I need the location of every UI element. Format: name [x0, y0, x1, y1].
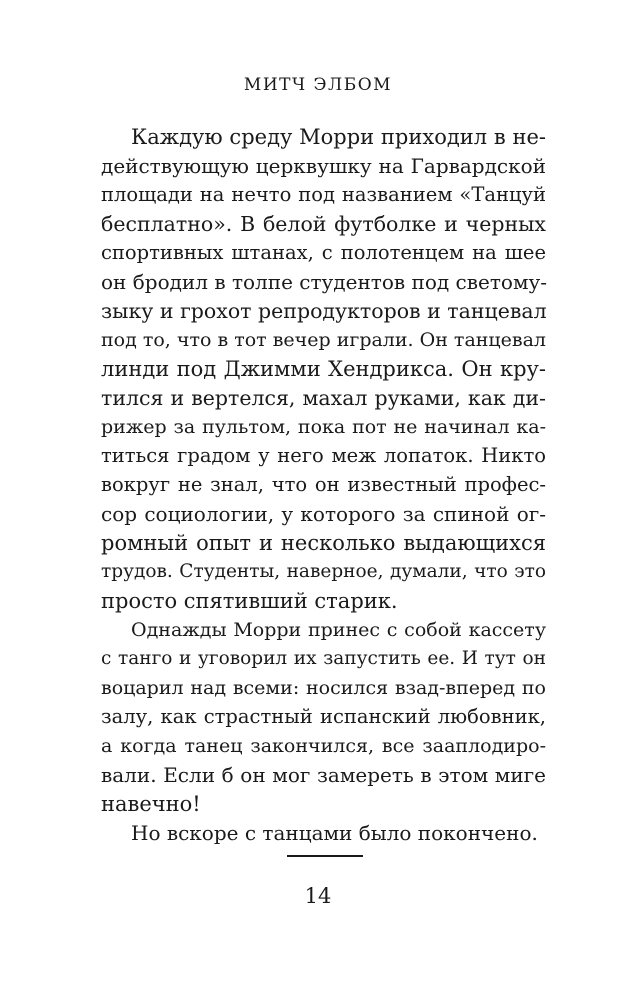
- page-number: 14: [304, 884, 332, 908]
- text-line: с танго и уговорил их запустить ее. И тут он: [101, 648, 546, 669]
- text-line: залу, как страстный испанский любовник,: [101, 705, 546, 728]
- text-line: трудов. Студенты, наверное, думали, что это: [101, 561, 546, 582]
- text-line: а когда танец закончился, все зааплодиро-: [101, 735, 546, 757]
- text-line: вокруг не знал, что он известный профес-: [101, 473, 546, 496]
- running-head: МИТЧ ЭЛБОМ: [243, 75, 393, 95]
- section-divider: [287, 855, 363, 857]
- text-line: Однажды Морри принес с собой кассету: [131, 619, 546, 641]
- text-line: Каждую среду Морри приходил в не-: [131, 125, 546, 149]
- text-line: действующую церквушку на Гарвардской: [101, 154, 546, 178]
- text-line: линди под Джимми Хендрикса. Он кру-: [101, 357, 546, 381]
- text-line: рижер за пультом, пока пот не начинал ка-: [101, 416, 546, 438]
- text-line: воцарил над всеми: носился взад-вперед по: [101, 677, 546, 699]
- text-line: вали. Если б он мог замереть в этом миге: [101, 763, 546, 787]
- text-line: тился и вертелся, махал руками, как ди-: [101, 386, 546, 410]
- text-line: спортивных штанах, с полотенцем на шее: [101, 241, 546, 264]
- text-line: он бродил в толпе студентов под светому-: [101, 270, 548, 294]
- text-line: ромный опыт и несколько выдающихся: [101, 531, 546, 555]
- text-line: титься градом у него меж лопаток. Никто: [101, 444, 546, 467]
- text-line: Но вскоре с танцами было покончено.: [131, 821, 538, 845]
- text-line: просто спятивший старик.: [101, 589, 398, 613]
- text-line: бесплатно». В белой футболке и черных: [101, 212, 546, 236]
- text-line: навечно!: [101, 792, 201, 816]
- text-line: сор социологии, у которого за спиной ог-: [101, 502, 546, 526]
- text-line: площади на нечто под названием «Танцуй: [101, 183, 546, 206]
- text-line: зыку и грохот репродукторов и танцевал: [101, 299, 547, 323]
- text-line: под то, что в тот вечер играли. Он танцевал: [101, 329, 546, 351]
